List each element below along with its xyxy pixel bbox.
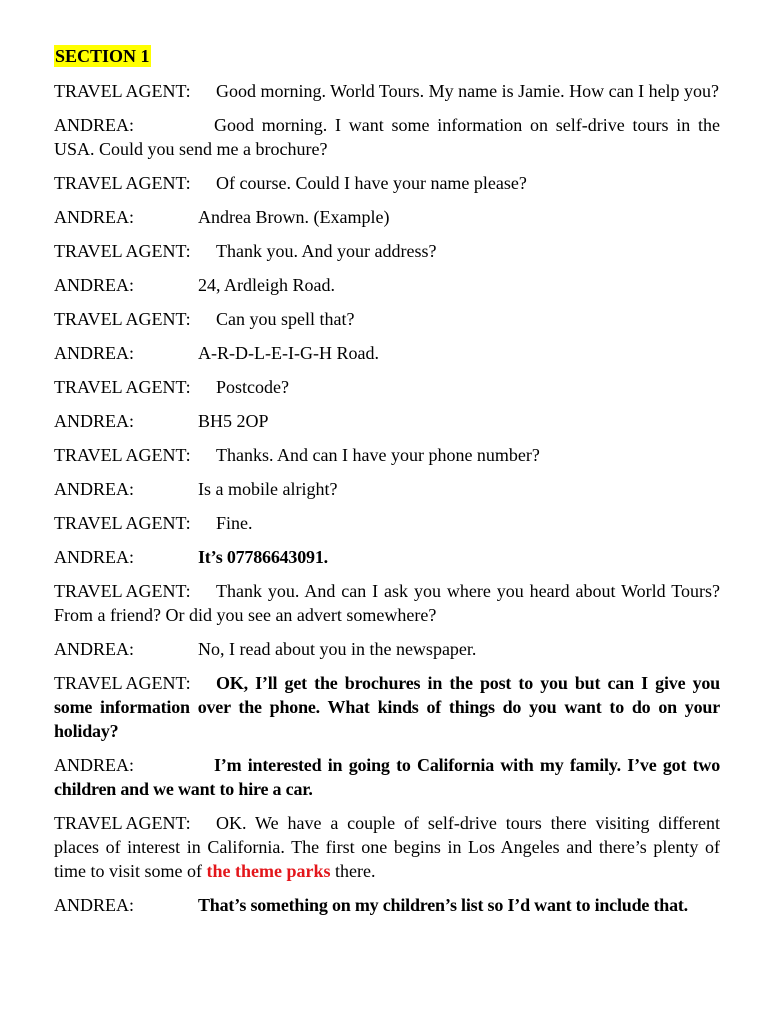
dialogue-text-after: there. <box>330 861 376 881</box>
dialogue-text: Good morning. World Tours. My name is Jamie. How can I help you? <box>216 81 720 101</box>
dialogue-turn-agent <box>54 375 720 399</box>
speaker-travel-agent: TRAVEL AGENT: <box>54 581 191 601</box>
speaker-andrea: ANDREA: <box>54 275 134 295</box>
speaker-travel-agent: TRAVEL AGENT: <box>54 513 191 533</box>
speaker-andrea: ANDREA: <box>54 411 134 431</box>
speaker-andrea: ANDREA: <box>54 115 134 135</box>
dialogue-text: Andrea Brown. (Example) <box>198 207 390 227</box>
dialogue-turn-andrea <box>54 893 720 917</box>
dialogue-text: Of course. Could I have your name please? <box>216 173 527 193</box>
dialogue-text-before: OK. We have a couple of self-drive tours there visiting different places of interest in California. The first one begins in Los Angeles and there’s plenty of time to visit some of <box>54 813 720 881</box>
speaker-andrea: ANDREA: <box>54 207 134 227</box>
dialogue-turn-agent <box>54 79 720 103</box>
dialogue-turn-andrea <box>54 409 720 433</box>
dialogue-turn-andrea <box>54 205 720 229</box>
dialogue-text: No, I read about you in the newspaper. <box>198 639 477 659</box>
dialogue-text: Is a mobile alright? <box>198 479 338 499</box>
dialogue-text: OK, I’ll get the brochures in the post to you but can I give you some information over the phone. What kinds of things do you want to do on your holiday? <box>54 673 720 741</box>
speaker-travel-agent: TRAVEL AGENT: <box>54 673 191 693</box>
speaker-travel-agent: TRAVEL AGENT: <box>54 173 191 193</box>
dialogue-text: It’s 07786643091. <box>198 547 328 567</box>
speaker-travel-agent: TRAVEL AGENT: <box>54 813 191 833</box>
speaker-andrea: ANDREA: <box>54 895 134 915</box>
dialogue-turn-agent <box>54 443 720 467</box>
speaker-travel-agent: TRAVEL AGENT: <box>54 81 191 101</box>
dialogue-text: Thank you. And can I ask you where you heard about World Tours? From a friend? Or did you see an advert somewhere? <box>54 581 720 625</box>
dialogue-text: A-R-D-L-E-I-G-H Road. <box>198 343 379 363</box>
dialogue-turn-agent <box>54 307 720 331</box>
dialogue-turn-andrea <box>54 273 720 297</box>
speaker-travel-agent: TRAVEL AGENT: <box>54 445 191 465</box>
dialogue-turn-agent <box>54 579 720 627</box>
dialogue-text: Thanks. And can I have your phone number? <box>216 445 540 465</box>
speaker-andrea: ANDREA: <box>54 343 134 363</box>
dialogue-turn-andrea <box>54 637 720 661</box>
dialogue-turn-agent <box>54 511 720 535</box>
dialogue-turn-andrea <box>54 341 720 365</box>
dialogue-text: I’m interested in going to California with my family. I’ve got two children and we want to hire a car. <box>54 755 720 799</box>
speaker-andrea: ANDREA: <box>54 547 134 567</box>
dialogue-turn-agent <box>54 171 720 195</box>
dialogue-text: Postcode? <box>216 377 289 397</box>
speaker-travel-agent: TRAVEL AGENT: <box>54 309 191 329</box>
dialogue-text: Can you spell that? <box>216 309 355 329</box>
dialogue-turn-agent <box>54 239 720 263</box>
dialogue-turn-andrea <box>54 545 720 569</box>
dialogue-turn-agent <box>54 811 720 883</box>
dialogue-turn-andrea <box>54 753 720 801</box>
section-heading: SECTION 1 <box>55 46 150 66</box>
dialogue-turn-andrea <box>54 477 720 501</box>
dialogue-text: BH5 2OP <box>198 411 269 431</box>
speaker-travel-agent: TRAVEL AGENT: <box>54 377 191 397</box>
speaker-travel-agent: TRAVEL AGENT: <box>54 241 191 261</box>
dialogue-text: Good morning. I want some information on self-drive tours in the USA. Could you send me a brochure? <box>54 115 720 159</box>
speaker-andrea: ANDREA: <box>54 639 134 659</box>
speaker-andrea: ANDREA: <box>54 755 134 775</box>
dialogue-text: Fine. <box>216 513 253 533</box>
dialogue-text: 24, Ardleigh Road. <box>198 275 335 295</box>
dialogue-turn-agent <box>54 671 720 743</box>
dialogue-turn-andrea <box>54 113 720 161</box>
dialogue-text: Thank you. And your address? <box>216 241 437 261</box>
dialogue-text: That’s something on my children’s list so I’d want to include that. <box>198 895 688 915</box>
speaker-andrea: ANDREA: <box>54 479 134 499</box>
highlighted-phrase: the theme parks <box>206 861 331 881</box>
document-page <box>54 44 720 927</box>
